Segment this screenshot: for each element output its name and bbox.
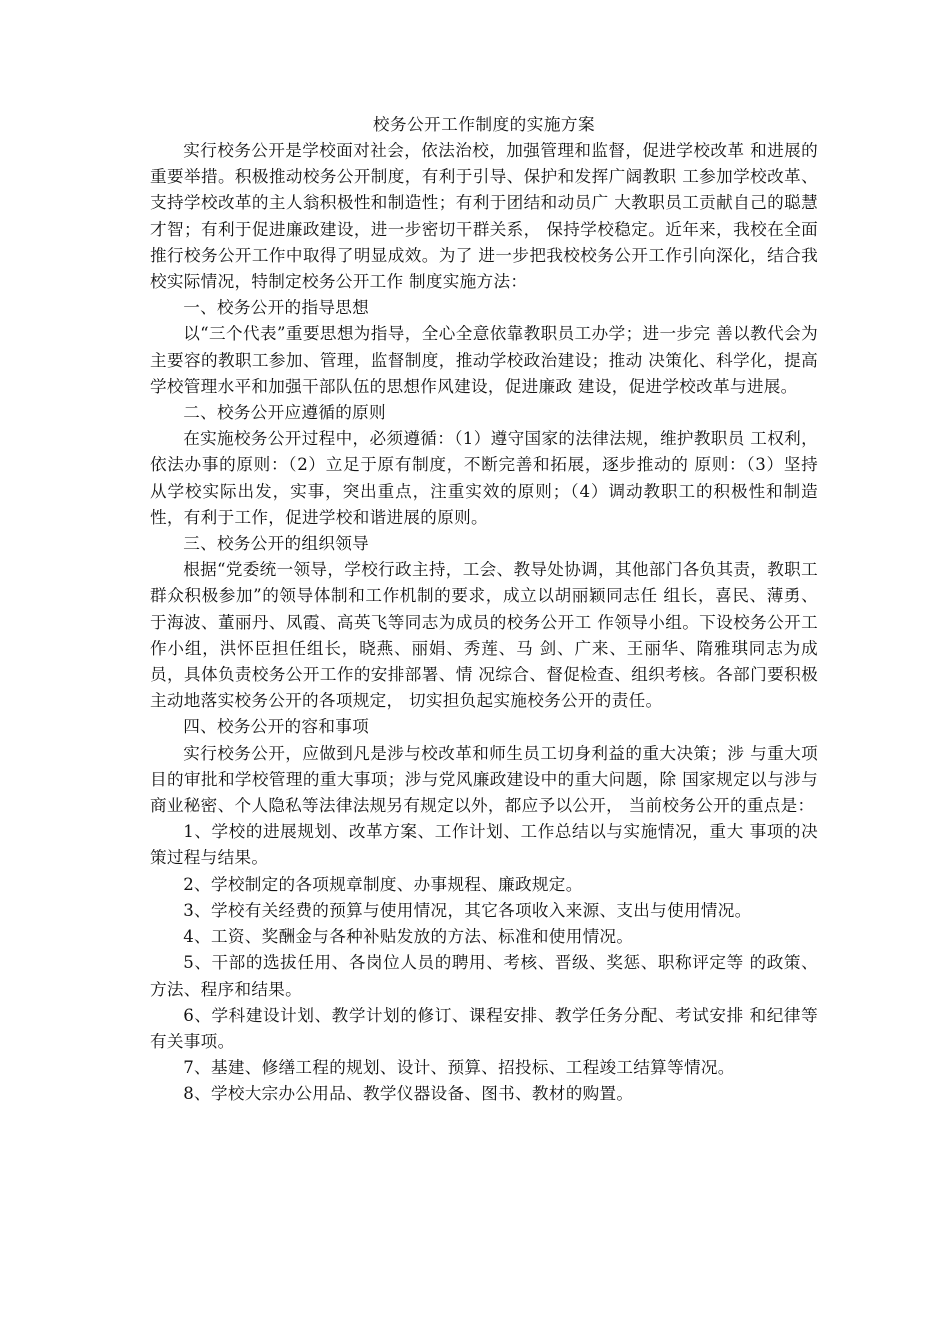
list-item-1: 1、学校的进展规划、改革方案、工作计划、工作总结以与实施情况，重大 事项的决策过程与结果。 — [150, 822, 818, 868]
list-item-7: 7、基建、修缮工程的规划、设计、预算、招投标、工程竣工结算等情况。 — [183, 1058, 735, 1078]
list-item-2: 2、学校制定的各项规章制度、办事规程、廉政规定。 — [183, 874, 583, 894]
section-heading-guiding-ideology: 一、校务公开的指导思想 — [183, 298, 370, 318]
section-heading-leadership: 三、校务公开的组织领导 — [183, 534, 370, 554]
list-item-4: 4、工资、奖酬金与各种补贴发放的方法、标准和使用情况。 — [183, 927, 634, 947]
document-body — [150, 112, 818, 1108]
section-heading-content: 四、校务公开的容和事项 — [183, 717, 370, 737]
document-title: 校务公开工作制度的实施方案 — [372, 115, 596, 134]
section-heading-principles: 二、校务公开应遵循的原则 — [183, 403, 386, 423]
guiding-ideology-paragraph: 以“三个代表”重要思想为指导，全心全意依靠教职员工办学；进一步完 善以教代会为主要容的教职工参加、管理，监督制度，推动学校政治建设；推动 决策化、科学化，提高学校管理水平和加强干部队伍的思想作风建设，促进廉政 建设，促进学校改革与进展。 — [150, 324, 818, 396]
list-item-8: 8、学校大宗办公用品、教学仪器设备、图书、教材的购置。 — [183, 1084, 634, 1104]
list-item-3: 3、学校有关经费的预算与使用情况，其它各项收入来源、支出与使用情况。 — [183, 900, 752, 920]
principles-paragraph: 在实施校务公开过程中，必须遵循：（1）遵守国家的法律法规，维护教职员 工权利，依法办事的原则：（2）立足于原有制度，不断完善和拓展，逐步推动的 原则：（3）坚持从学校实际出发，实事，突出重点，注重实效的原则；（4）调动教职工的积极性和制造性，有利于工作，促进学校和谐进展的原则。 — [150, 429, 818, 527]
intro-paragraph: 实行校务公开是学校面对社会，依法治校，加强管理和监督，促进学校改革 和进展的重要举措。积极推动校务公开制度，有利于引导、保护和发挥广阔教职 工参加学校改革、支持学校改革的主人翁积极性和制造性；有利于团结和动员广 大教职员工贡献自己的聪慧才智；有利于促进廉政建设，进一步密切干群关系， 保持学校稳定。近年来，我校在全面推行校务公开工作中取得了明显成效。为了 进一步把我校校务公开工作引向深化，结合我校实际情况，特制定校务公开工作 制度实施方法： — [150, 141, 818, 292]
list-item-6: 6、学科建设计划、教学计划的修订、课程安排、教学任务分配、考试安排 和纪律等有关事项。 — [150, 1005, 818, 1051]
list-item-5: 5、干部的选拔任用、各岗位人员的聘用、考核、晋级、奖惩、职称评定等 的政策、方法、程序和结果。 — [150, 953, 818, 999]
leadership-paragraph: 根据“党委统一领导，学校行政主持，工会、教导处协调，其他部门各负其责，教职工群众积极参加”的领导体制和工作机制的要求，成立以胡丽颖同志任 组长，喜民、薄勇、于海波、董丽丹、凤霞、高英飞等同志为成员的校务公开工 作领导小组。下设校务公开工作小组，洪怀臣担任组长，晓燕、丽娟、秀莲、马 剑、广来、王丽华、隋雅琪同志为成员，具体负责校务公开工作的安排部署、情 况综合、督促检查、组织考核。各部门要积极主动地落实校务公开的各项规定， 切实担负起实施校务公开的责任。 — [150, 560, 818, 711]
content-paragraph: 实行校务公开，应做到凡是涉与校改革和师生员工切身利益的重大决策；涉 与重大项目的审批和学校管理的重大事项；涉与党风廉政建设中的重大问题，除 国家规定以与涉与商业秘密、个人隐私等法律法规另有规定以外，都应予以公开， 当前校务公开的重点是： — [150, 743, 818, 816]
